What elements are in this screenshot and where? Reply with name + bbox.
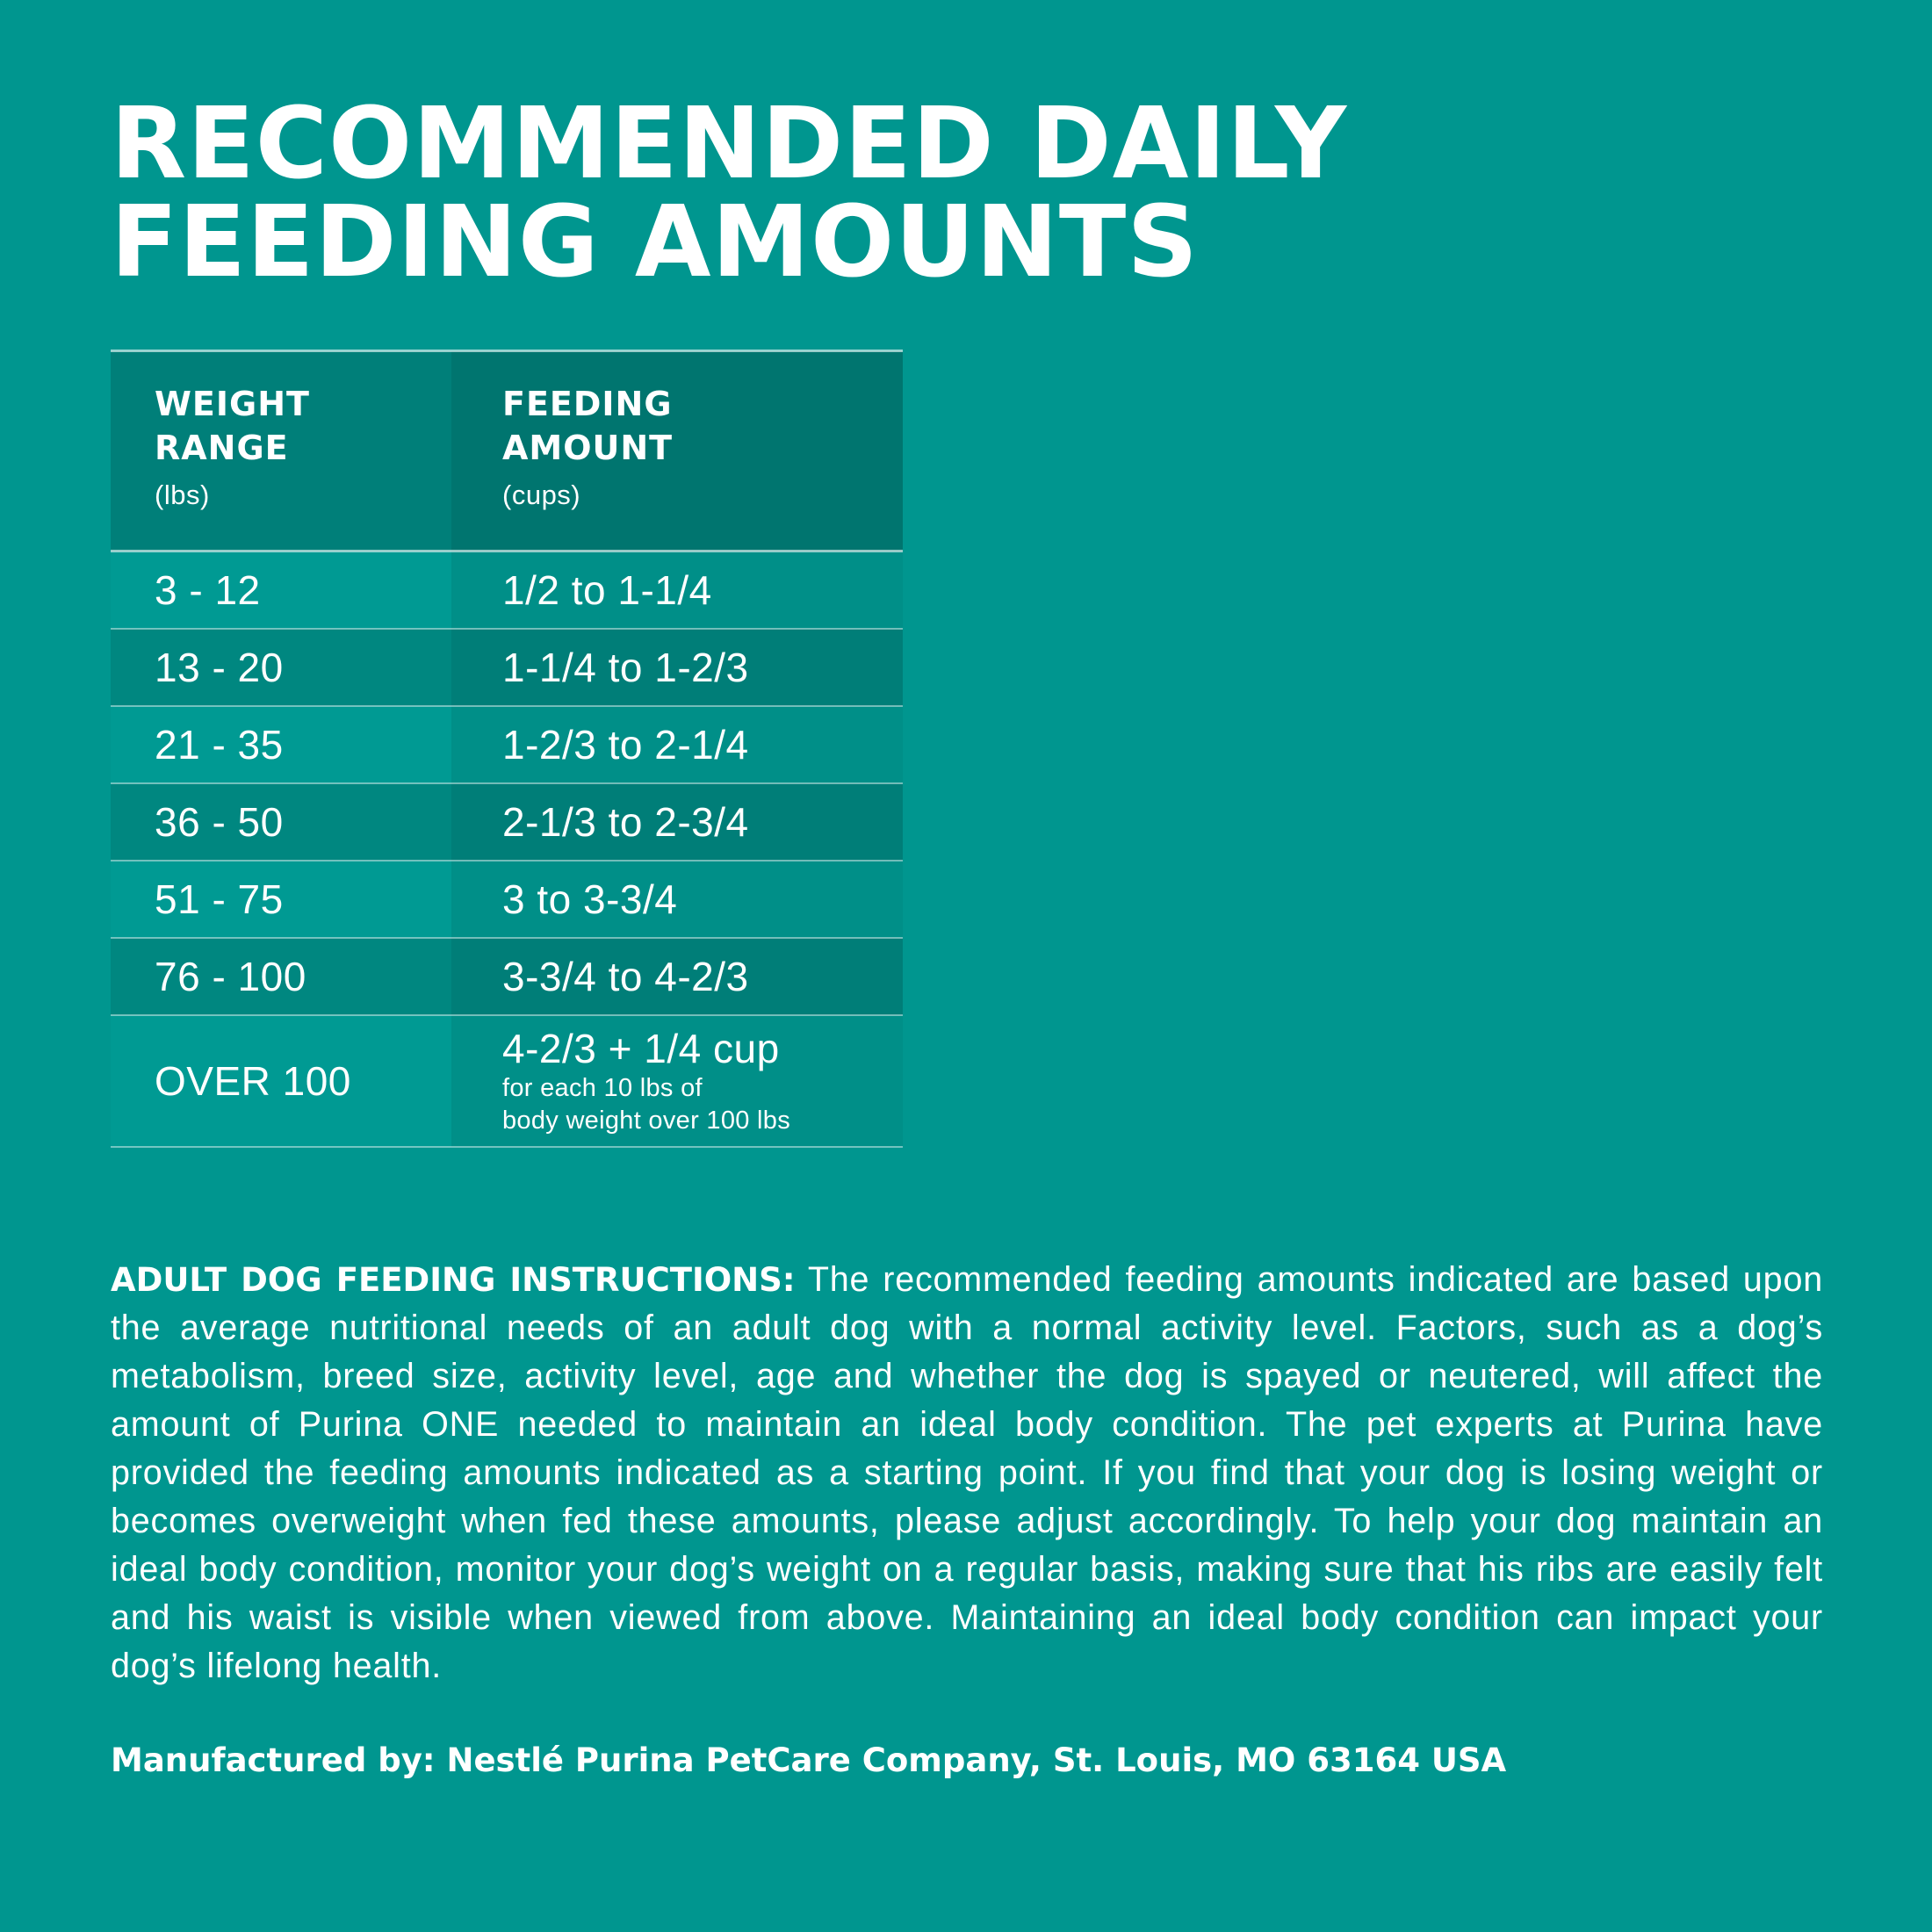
page-title <box>111 87 1348 299</box>
weight-cell: 36 - 50 <box>111 783 451 861</box>
amount-note-line2: body weight over 100 lbs <box>502 1106 791 1135</box>
header-weight-line2: RANGE <box>155 428 289 467</box>
amount-note-line1: for each 10 lbs of <box>502 1073 703 1102</box>
manufacturer-info: Manufactured by: Nestlé Purina PetCare Company, St. Louis, MO 63164 USA <box>111 1741 1507 1779</box>
weight-cell: 76 - 100 <box>111 938 451 1015</box>
feeding-table <box>111 350 903 1148</box>
amount-cell: 1-2/3 to 2-1/4 <box>451 706 903 783</box>
amount-cell: 1/2 to 1-1/4 <box>451 551 903 629</box>
amount-main: 4-2/3 + 1/4 cup <box>502 1025 780 1071</box>
weight-cell: 3 - 12 <box>111 551 451 629</box>
instructions-lead: ADULT DOG FEEDING INSTRUCTIONS: <box>111 1261 796 1299</box>
header-weight-line1: WEIGHT <box>155 384 310 423</box>
table-row <box>111 938 903 1015</box>
table-row <box>111 629 903 706</box>
header-weight-unit: (lbs) <box>155 479 210 510</box>
weight-cell: 21 - 35 <box>111 706 451 783</box>
header-weight-range <box>111 351 451 551</box>
weight-cell: 13 - 20 <box>111 629 451 706</box>
table-row <box>111 861 903 938</box>
header-feeding-amount <box>451 351 903 551</box>
amount-cell: 3-3/4 to 4-2/3 <box>451 938 903 1015</box>
amount-cell: 2-1/3 to 2-3/4 <box>451 783 903 861</box>
instructions-body: The recommended feeding amounts indicated are based upon the average nutritional needs of an adult dog with a normal activity level. Factors, such as a dog’s metabolism, breed size, activity level, age and whether the dog is spayed or neutered, will affect the amount of Purina ONE needed to maintain an ideal body condition. The pet experts at Purina have provided the feeding amounts indicated as a starting point. If you find that your dog is losing weight or becomes overweight when fed these amounts, please adjust accordingly. To help your dog maintain an ideal body condition, monitor your dog’s weight on a regular basis, making sure that his ribs are easily felt and his waist is visible when viewed from above. Maintaining an ideal body condition can impact your dog’s lifelong health. <box>111 1260 1823 1685</box>
table-row <box>111 551 903 629</box>
table-row <box>111 706 903 783</box>
amount-cell: 1-1/4 to 1-2/3 <box>451 629 903 706</box>
title-line-2: FEEDING AMOUNTS <box>111 185 1199 299</box>
table-row <box>111 1015 903 1147</box>
weight-cell: OVER 100 <box>111 1015 451 1147</box>
table-header-row <box>111 351 903 551</box>
header-amount-unit: (cups) <box>502 479 581 510</box>
weight-cell: 51 - 75 <box>111 861 451 938</box>
title-line-1: RECOMMENDED DAILY <box>111 87 1348 201</box>
amount-cell <box>451 1015 903 1147</box>
table-row <box>111 783 903 861</box>
header-amount-line2: AMOUNT <box>502 428 674 467</box>
header-amount-line1: FEEDING <box>502 384 673 423</box>
feeding-instructions <box>111 1256 1823 1690</box>
amount-cell: 3 to 3-3/4 <box>451 861 903 938</box>
